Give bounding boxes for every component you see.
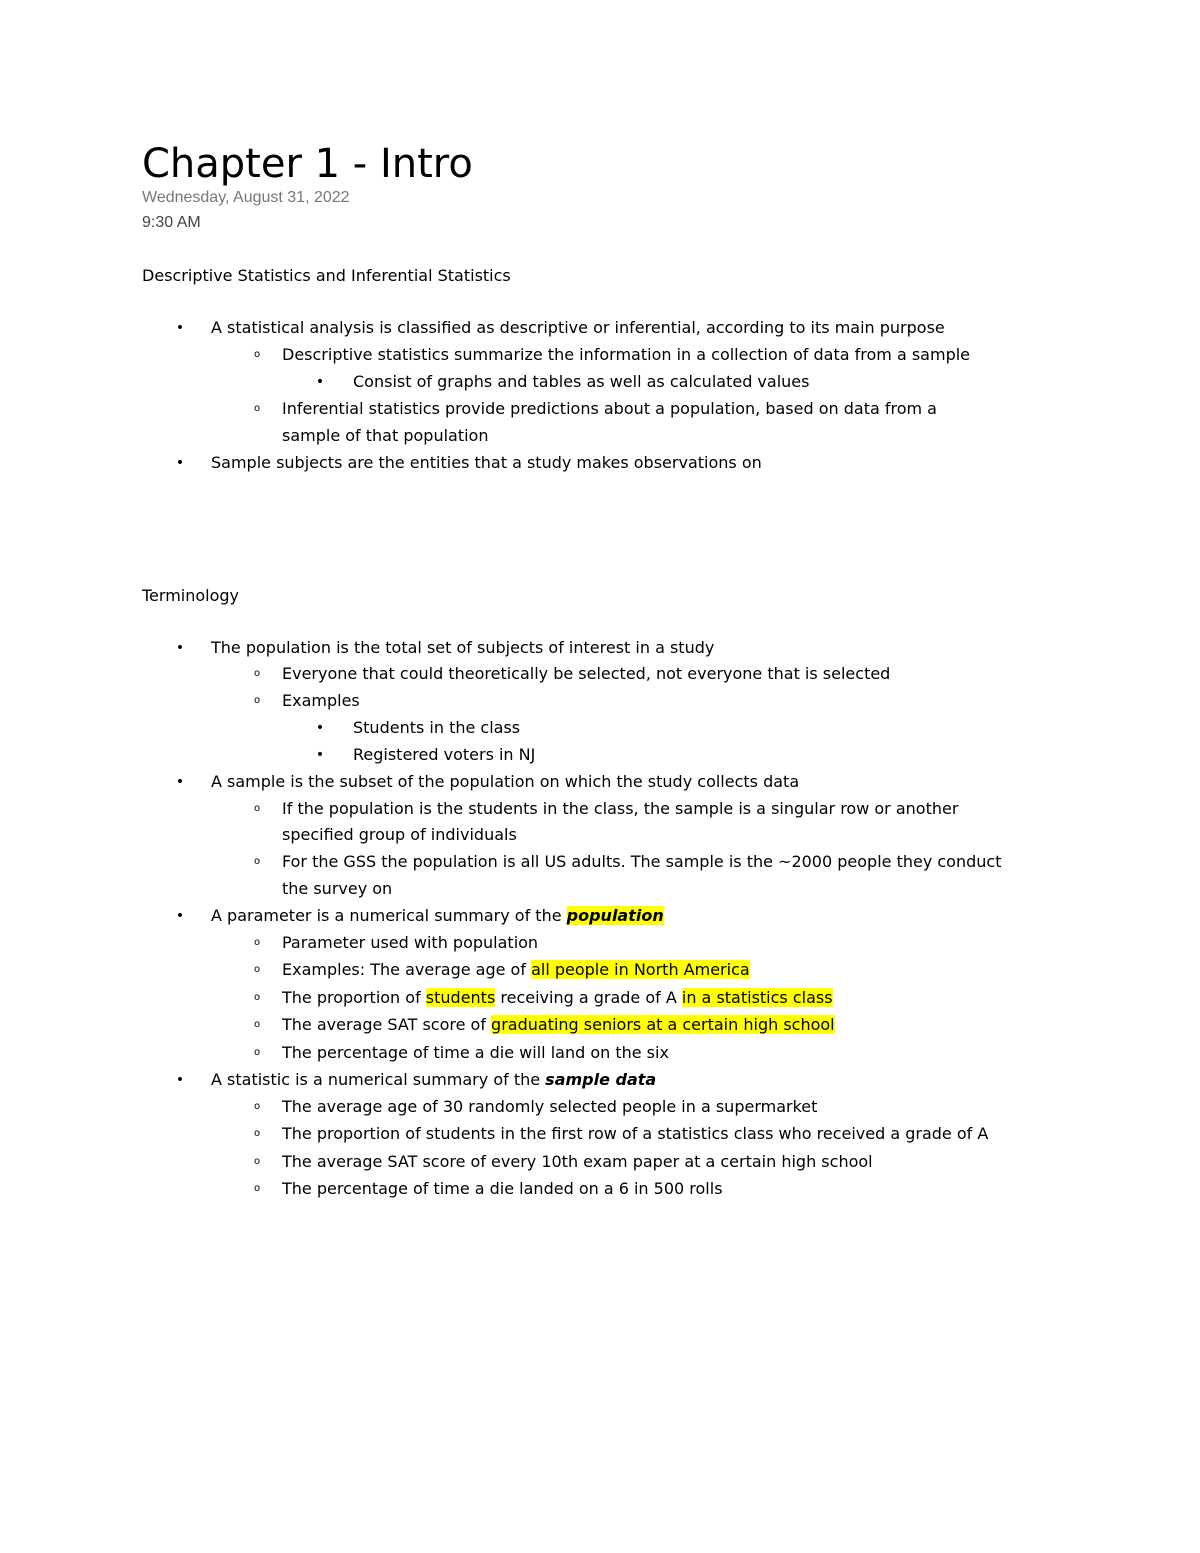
bullet-ring: o [253,403,261,414]
list-item [282,985,833,1011]
bullet-ring: o [253,668,261,679]
text-run: A parameter is a numerical summary of the [211,906,567,925]
bullet-dot: • [315,747,325,763]
text-run: A statistic is a numerical summary of the [211,1070,546,1089]
list-item: If the population is the students in the class, the sample is a singular row or another [282,799,959,818]
list-item: For the GSS the population is all US adults. The sample is the ~2000 people they conduct [282,852,1002,871]
text-run: The proportion of [282,988,426,1007]
bullet-ring: o [253,964,261,975]
list-item: Examples [282,691,360,710]
list-item-continuation: sample of that population [282,426,489,445]
list-item: A statistical analysis is classified as descriptive or inferential, according to its main purpose [211,318,945,337]
list-item: Parameter used with population [282,933,539,952]
list-item [282,957,750,983]
page-title: Chapter 1 - Intro [142,141,473,187]
list-item-parameter [211,903,664,929]
list-item-statistic [211,1067,656,1093]
list-item: Descriptive statistics summarize the information in a collection of data from a sample [282,345,971,364]
bullet-ring: o [253,1019,261,1030]
bullet-dot: • [175,455,185,471]
bullet-ring: o [253,992,261,1003]
list-item: The population is the total set of subjects of interest in a study [211,638,715,657]
section-heading-descriptive-inferential: Descriptive Statistics and Inferential Statistics [142,266,511,285]
highlighted-text: in a statistics class [681,988,833,1007]
highlighted-term-population: population [566,906,664,925]
bullet-ring: o [253,803,261,814]
list-item: Inferential statistics provide predictions about a population, based on data from a [282,399,937,418]
list-item: The percentage of time a die landed on a 6 in 500 rolls [282,1179,723,1198]
bullet-ring: o [253,695,261,706]
bullet-ring: o [253,1047,261,1058]
list-item-continuation: the survey on [282,879,393,898]
bullet-dot: • [175,320,185,336]
bullet-dot: • [175,1072,185,1088]
bullet-ring: o [253,1128,261,1139]
highlighted-text: graduating seniors at a certain high school [491,1015,835,1034]
list-item: Everyone that could theoretically be selected, not everyone that is selected [282,664,891,683]
list-item: Students in the class [353,718,521,737]
highlighted-text: all people in North America [531,960,750,979]
list-item [282,1012,835,1038]
list-item-continuation: specified group of individuals [282,825,517,844]
bullet-dot: • [175,908,185,924]
highlighted-text: students [425,988,496,1007]
list-item: The average SAT score of every 10th exam paper at a certain high school [282,1152,873,1171]
list-item: A sample is the subset of the population on which the study collects data [211,772,800,791]
list-item: The proportion of students in the first row of a statistics class who received a grade of A [282,1124,989,1143]
bullet-dot: • [315,720,325,736]
page-time: 9:30 AM [142,214,201,231]
bullet-ring: o [253,856,261,867]
bullet-ring: o [253,1101,261,1112]
bullet-ring: o [253,349,261,360]
page-date: Wednesday, August 31, 2022 [142,189,350,206]
list-item: The percentage of time a die will land on the six [282,1043,669,1062]
text-run: The average SAT score of [282,1015,492,1034]
bullet-dot: • [175,774,185,790]
emphasized-term-sample-data: sample data [545,1070,657,1089]
bullet-dot: • [175,640,185,656]
text-run: receiving a grade of A [495,988,682,1007]
bullet-ring: o [253,937,261,948]
section-heading-terminology: Terminology [142,586,240,605]
list-item: Sample subjects are the entities that a study makes observations on [211,453,762,472]
list-item: Registered voters in NJ [353,745,536,764]
list-item: The average age of 30 randomly selected people in a supermarket [282,1097,818,1116]
bullet-ring: o [253,1183,261,1194]
bullet-ring: o [253,1156,261,1167]
text-run: Examples: The average age of [282,960,532,979]
bullet-dot: • [315,374,325,390]
list-item: Consist of graphs and tables as well as calculated values [353,372,810,391]
